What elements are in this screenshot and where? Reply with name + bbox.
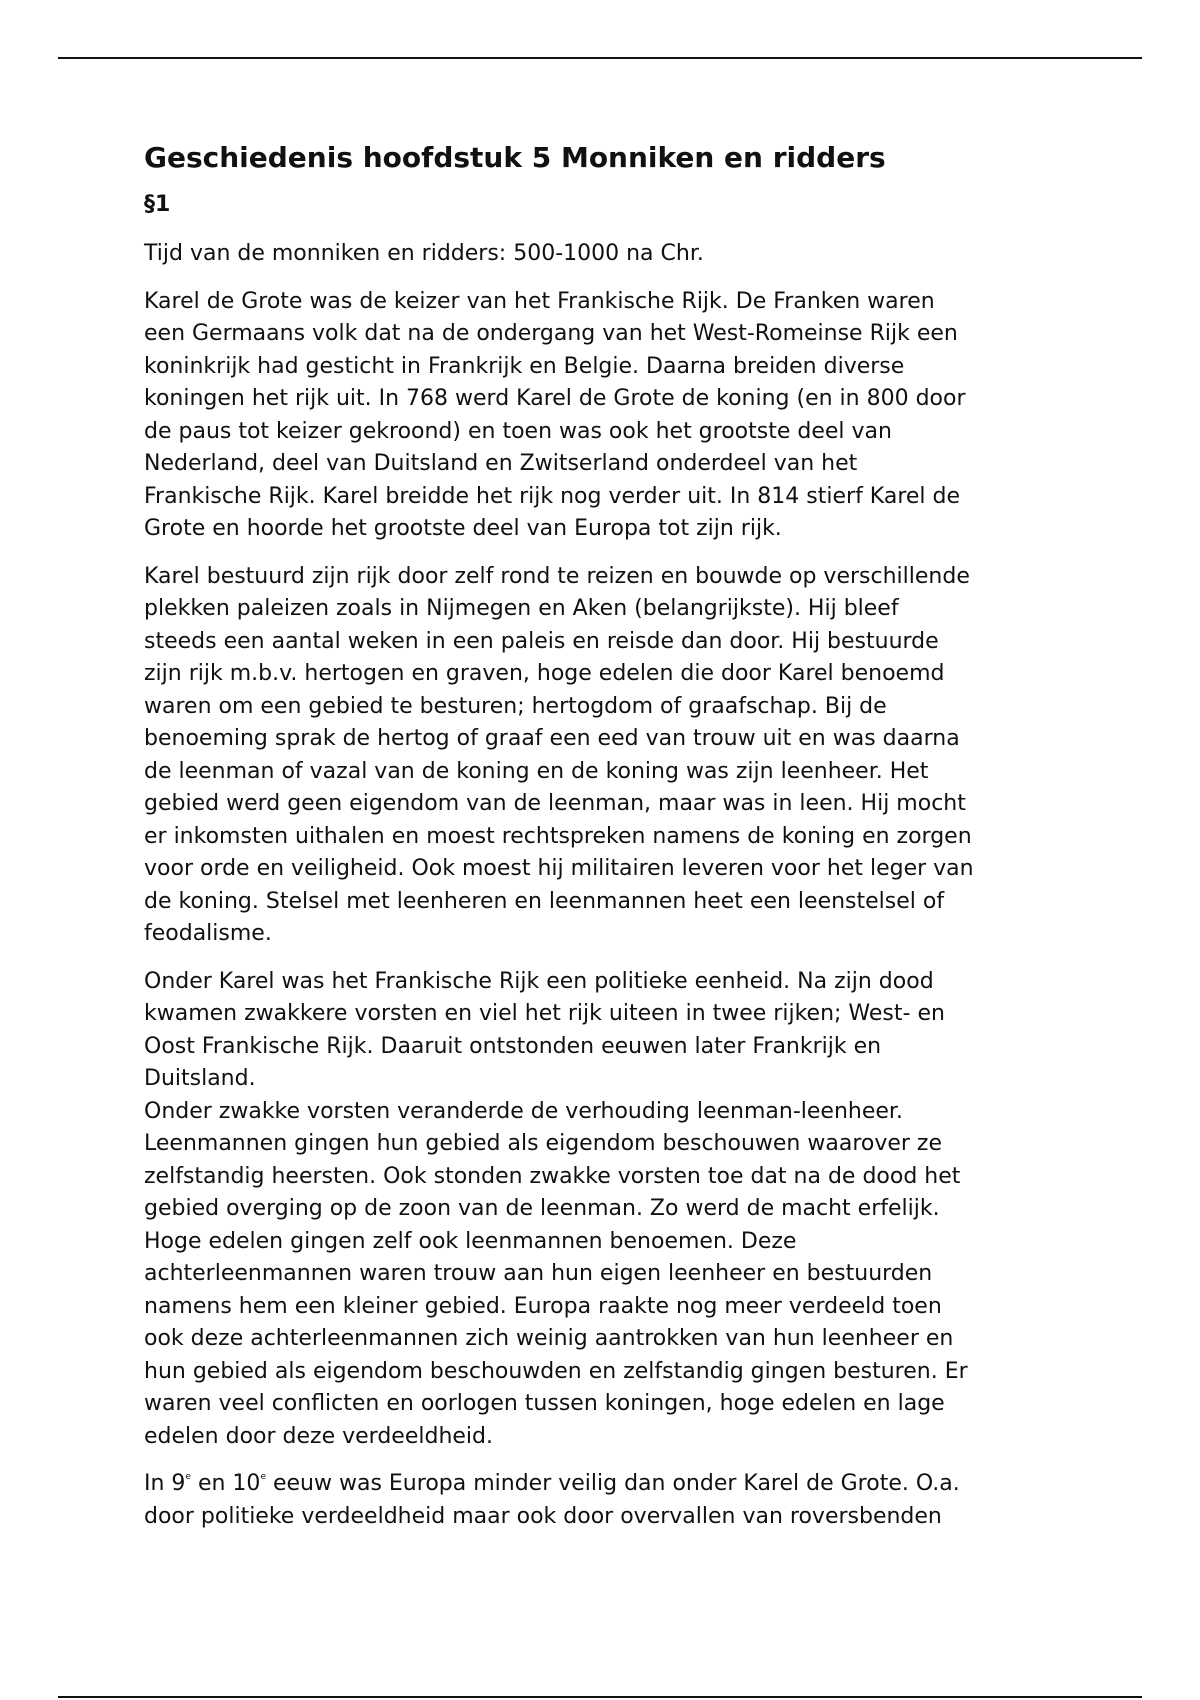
text-line: steeds een aantal weken in een paleis en reisde dan door. Hij bestuurde [144, 628, 939, 654]
text-line: plekken paleizen zoals in Nijmegen en Aken (belangrijkste). Hij bleef [144, 596, 899, 621]
text-line: gebied werd geen eigendom van de leenman, maar was in leen. Hij mocht [144, 791, 966, 816]
text-line: feodalisme. [144, 921, 272, 946]
text-line: Nederland, deel van Duitsland en Zwitserland onderdeel van het [144, 451, 858, 476]
text-line: er inkomsten uithalen en moest rechtspreken namens de koning en zorgen [144, 823, 972, 849]
text-line: Duitsland. [144, 1066, 256, 1091]
text-line: Karel de Grote was de keizer van het Frankische Rijk. De Franken waren [144, 288, 935, 314]
text-line [144, 1468, 1084, 1501]
paragraph [144, 238, 1084, 271]
header-rule [58, 57, 1142, 59]
document-body [144, 140, 1084, 1548]
text-segment: eeuw was Europa minder veilig dan onder Karel de Grote. O.a. [265, 1471, 960, 1496]
text-line: door politieke verdeeldheid maar ook door overvallen van roversbenden [144, 1503, 942, 1529]
text-line: koninkrijk had gesticht in Frankrijk en Belgie. Daarna breiden diverse [144, 353, 905, 379]
text-line: de koning. Stelsel met leenheren en leenmannen heet een leenstelsel of [144, 888, 945, 914]
text-line: namens hem een kleiner gebied. Europa raakte nog meer verdeeld toen [144, 1293, 942, 1319]
text-line: Onder zwakke vorsten veranderde de verhouding leenman-leenheer. [144, 1098, 903, 1124]
superscript: e [185, 1472, 191, 1482]
text-line: Hoge edelen gingen zelf ook leenmannen benoemen. Deze [144, 1228, 797, 1254]
text-segment: en 10 [190, 1471, 261, 1496]
text-line: hun gebied als eigendom beschouwden en zelfstandig gingen besturen. Er [144, 1358, 968, 1384]
paragraph [144, 966, 1084, 1454]
text-line: zijn rijk m.b.v. hertogen en graven, hoge edelen die door Karel benoemd [144, 661, 945, 686]
superscript: e [260, 1472, 266, 1482]
text-line: een Germaans volk dat na de ondergang van het West-Romeinse Rijk een [144, 321, 958, 346]
text-line: de paus tot keizer gekroond) en toen was ook het grootste deel van [144, 418, 892, 444]
text-line: Grote en hoorde het grootste deel van Europa tot zijn rijk. [144, 516, 782, 541]
text-line: voor orde en veiligheid. Ook moest hij militairen leveren voor het leger van [144, 856, 974, 881]
text-line: Leenmannen gingen hun gebied als eigendom beschouwen waarover ze [144, 1131, 943, 1156]
text-line: edelen door deze verdeeldheid. [144, 1423, 493, 1449]
text-line: Oost Frankische Rijk. Daaruit ontstonden eeuwen later Frankrijk en [144, 1033, 882, 1059]
text-line: benoeming sprak de hertog of graaf een eed van trouw uit en was daarna [144, 726, 960, 751]
text-line: kwamen zwakkere vorsten en viel het rijk uiteen in twee rijken; West- en [144, 1001, 945, 1026]
paragraph-last [144, 1468, 1084, 1533]
paragraph [144, 561, 1084, 951]
text-line: gebied overging op de zoon van de leenman. Zo werd de macht erfelijk. [144, 1196, 940, 1221]
text-line: de leenman of vazal van de koning en de koning was zijn leenheer. Het [144, 758, 929, 784]
text-line: koningen het rijk uit. In 768 werd Karel de Grote de koning (en in 800 door [144, 386, 966, 411]
text-segment: In 9 [144, 1471, 186, 1496]
text-line: zelfstandig heersten. Ook stonden zwakke vorsten toe dat na de dood het [144, 1163, 961, 1189]
text-line: Karel bestuurd zijn rijk door zelf rond te reizen en bouwde op verschillende [144, 563, 970, 589]
text-line: waren veel conflicten en oorlogen tussen koningen, hoge edelen en lage [144, 1391, 945, 1416]
section-heading: §1 [144, 192, 171, 217]
text-line: Tijd van de monniken en ridders: 500-1000 na Chr. [144, 241, 704, 266]
document-title: Geschiedenis hoofdstuk 5 Monniken en ridders [144, 141, 886, 174]
text-line: Onder Karel was het Frankische Rijk een politieke eenheid. Na zijn dood [144, 968, 934, 994]
paragraph [144, 286, 1084, 546]
text-line: Frankische Rijk. Karel breidde het rijk nog verder uit. In 814 stierf Karel de [144, 483, 961, 509]
text-line: achterleenmannen waren trouw aan hun eigen leenheer en bestuurden [144, 1261, 933, 1286]
footer-rule [58, 1696, 1142, 1698]
text-line: waren om een gebied te besturen; hertogdom of graafschap. Bij de [144, 693, 887, 719]
paragraph-list [144, 238, 1084, 1453]
text-line: ook deze achterleenmannen zich weinig aantrokken van hun leenheer en [144, 1326, 954, 1351]
